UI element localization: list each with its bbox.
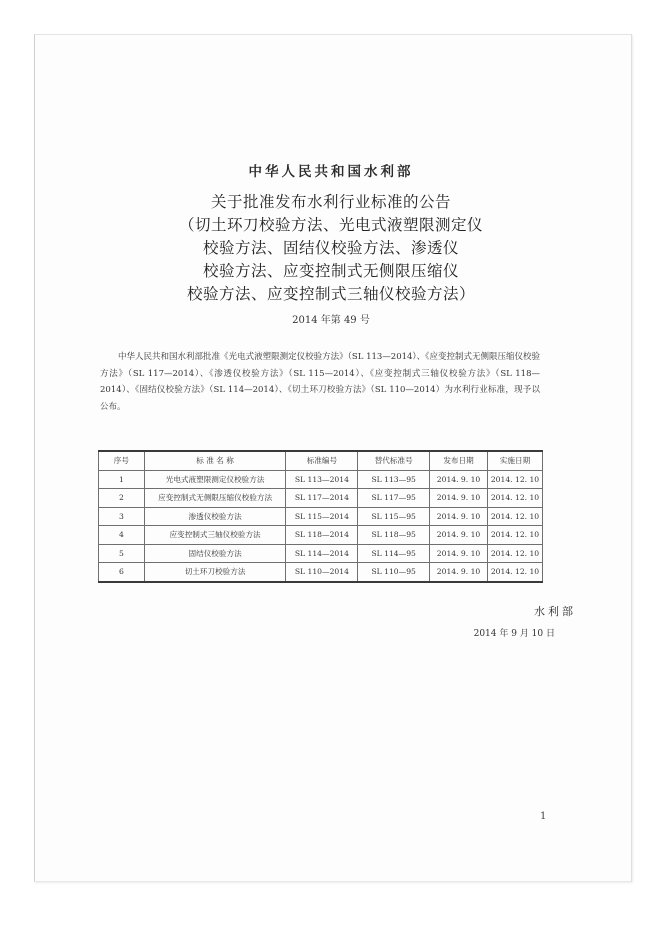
cell-standard-name: 渗透仪校验方法 <box>144 507 286 526</box>
cell-seq: 6 <box>99 563 145 582</box>
announcement-body: 中华人民共和国水利部批准《光电式液塑限测定仪校验方法》（SL 113—2014）、《应变控制式无侧限压缩仪校验方法》（SL 117—2014）、《渗透仪校验方法》（SL 115—2014）、《应变控制式三轴仪校验方法》（SL 118—2014）、《固结仪校验方法》（SL 114—2014）、《切土环刀校验方法》（SL 110—2014）为水利行业标准，现予以公布。 <box>100 352 540 412</box>
cell-standard-name: 光电式液塑限测定仪校验方法 <box>144 470 286 489</box>
cell-effective-date: 2014. 12. 10 <box>487 526 542 545</box>
table-row <box>99 563 543 582</box>
announcement-title-line-1: 关于批准发布水利行业标准的公告 <box>210 193 451 211</box>
announcement-title-line-5: 校验方法、应变控制式三轴仪校验方法） <box>186 285 475 303</box>
cell-standard-code: SL 118—2014 <box>286 526 358 545</box>
cell-release-date: 2014. 9. 10 <box>430 563 488 582</box>
table-row <box>99 470 543 489</box>
header-effective-date: 实施日期 <box>487 451 542 470</box>
header-standard-name: 标 准 名 称 <box>144 451 286 470</box>
header-release-date: 发布日期 <box>430 451 488 470</box>
cell-standard-code: SL 117—2014 <box>286 489 358 508</box>
cell-seq: 4 <box>99 526 145 545</box>
header-replaced-code: 替代标准号 <box>358 451 430 470</box>
cell-release-date: 2014. 9. 10 <box>430 544 488 563</box>
cell-replaced-code: SL 115—95 <box>358 507 430 526</box>
cell-standard-name: 固结仪校验方法 <box>144 544 286 563</box>
doc-number: 2014 年第 49 号 <box>292 315 370 326</box>
cell-seq: 5 <box>99 544 145 563</box>
cell-standard-name: 应变控制式三轴仪校验方法 <box>144 526 286 545</box>
cell-effective-date: 2014. 12. 10 <box>487 544 542 563</box>
cell-release-date: 2014. 9. 10 <box>430 470 488 489</box>
cell-standard-name: 应变控制式无侧限压缩仪校验方法 <box>144 489 286 508</box>
page-number: 1 <box>540 811 547 822</box>
announcement-title-line-3: 校验方法、固结仪校验方法、渗透仪 <box>202 239 459 257</box>
table-row <box>99 489 543 508</box>
cell-seq: 3 <box>99 507 145 526</box>
cell-effective-date: 2014. 12. 10 <box>487 489 542 508</box>
table-row <box>99 526 543 545</box>
cell-release-date: 2014. 9. 10 <box>430 507 488 526</box>
ministry-header: 中华人民共和国水利部 <box>248 164 414 180</box>
cell-effective-date: 2014. 12. 10 <box>487 507 542 526</box>
cell-replaced-code: SL 114—95 <box>358 544 430 563</box>
cell-standard-code: SL 110—2014 <box>286 563 358 582</box>
cell-effective-date: 2014. 12. 10 <box>487 563 542 582</box>
table-header-row <box>99 451 543 470</box>
table-row <box>99 544 543 563</box>
table-row <box>99 507 543 526</box>
announcement-title-line-2: （切土环刀校验方法、光电式液塑限测定仪 <box>178 216 483 234</box>
cell-seq: 2 <box>99 489 145 508</box>
cell-release-date: 2014. 9. 10 <box>430 489 488 508</box>
signature-ministry: 水利部 <box>534 605 576 618</box>
standards-table <box>98 450 543 583</box>
announcement-title-line-4: 校验方法、应变控制式无侧限压缩仪 <box>202 262 459 280</box>
header-standard-code: 标准编号 <box>286 451 358 470</box>
cell-replaced-code: SL 110—95 <box>358 563 430 582</box>
cell-effective-date: 2014. 12. 10 <box>487 470 542 489</box>
cell-standard-code: SL 113—2014 <box>286 470 358 489</box>
signature-date: 2014 年 9 月 10 日 <box>473 629 555 639</box>
cell-standard-code: SL 115—2014 <box>286 507 358 526</box>
cell-standard-code: SL 114—2014 <box>286 544 358 563</box>
header-seq: 序号 <box>99 451 145 470</box>
cell-replaced-code: SL 118—95 <box>358 526 430 545</box>
cell-replaced-code: SL 117—95 <box>358 489 430 508</box>
cell-seq: 1 <box>99 470 145 489</box>
cell-release-date: 2014. 9. 10 <box>430 526 488 545</box>
cell-replaced-code: SL 113—95 <box>358 470 430 489</box>
cell-standard-name: 切土环刀校验方法 <box>144 563 286 582</box>
